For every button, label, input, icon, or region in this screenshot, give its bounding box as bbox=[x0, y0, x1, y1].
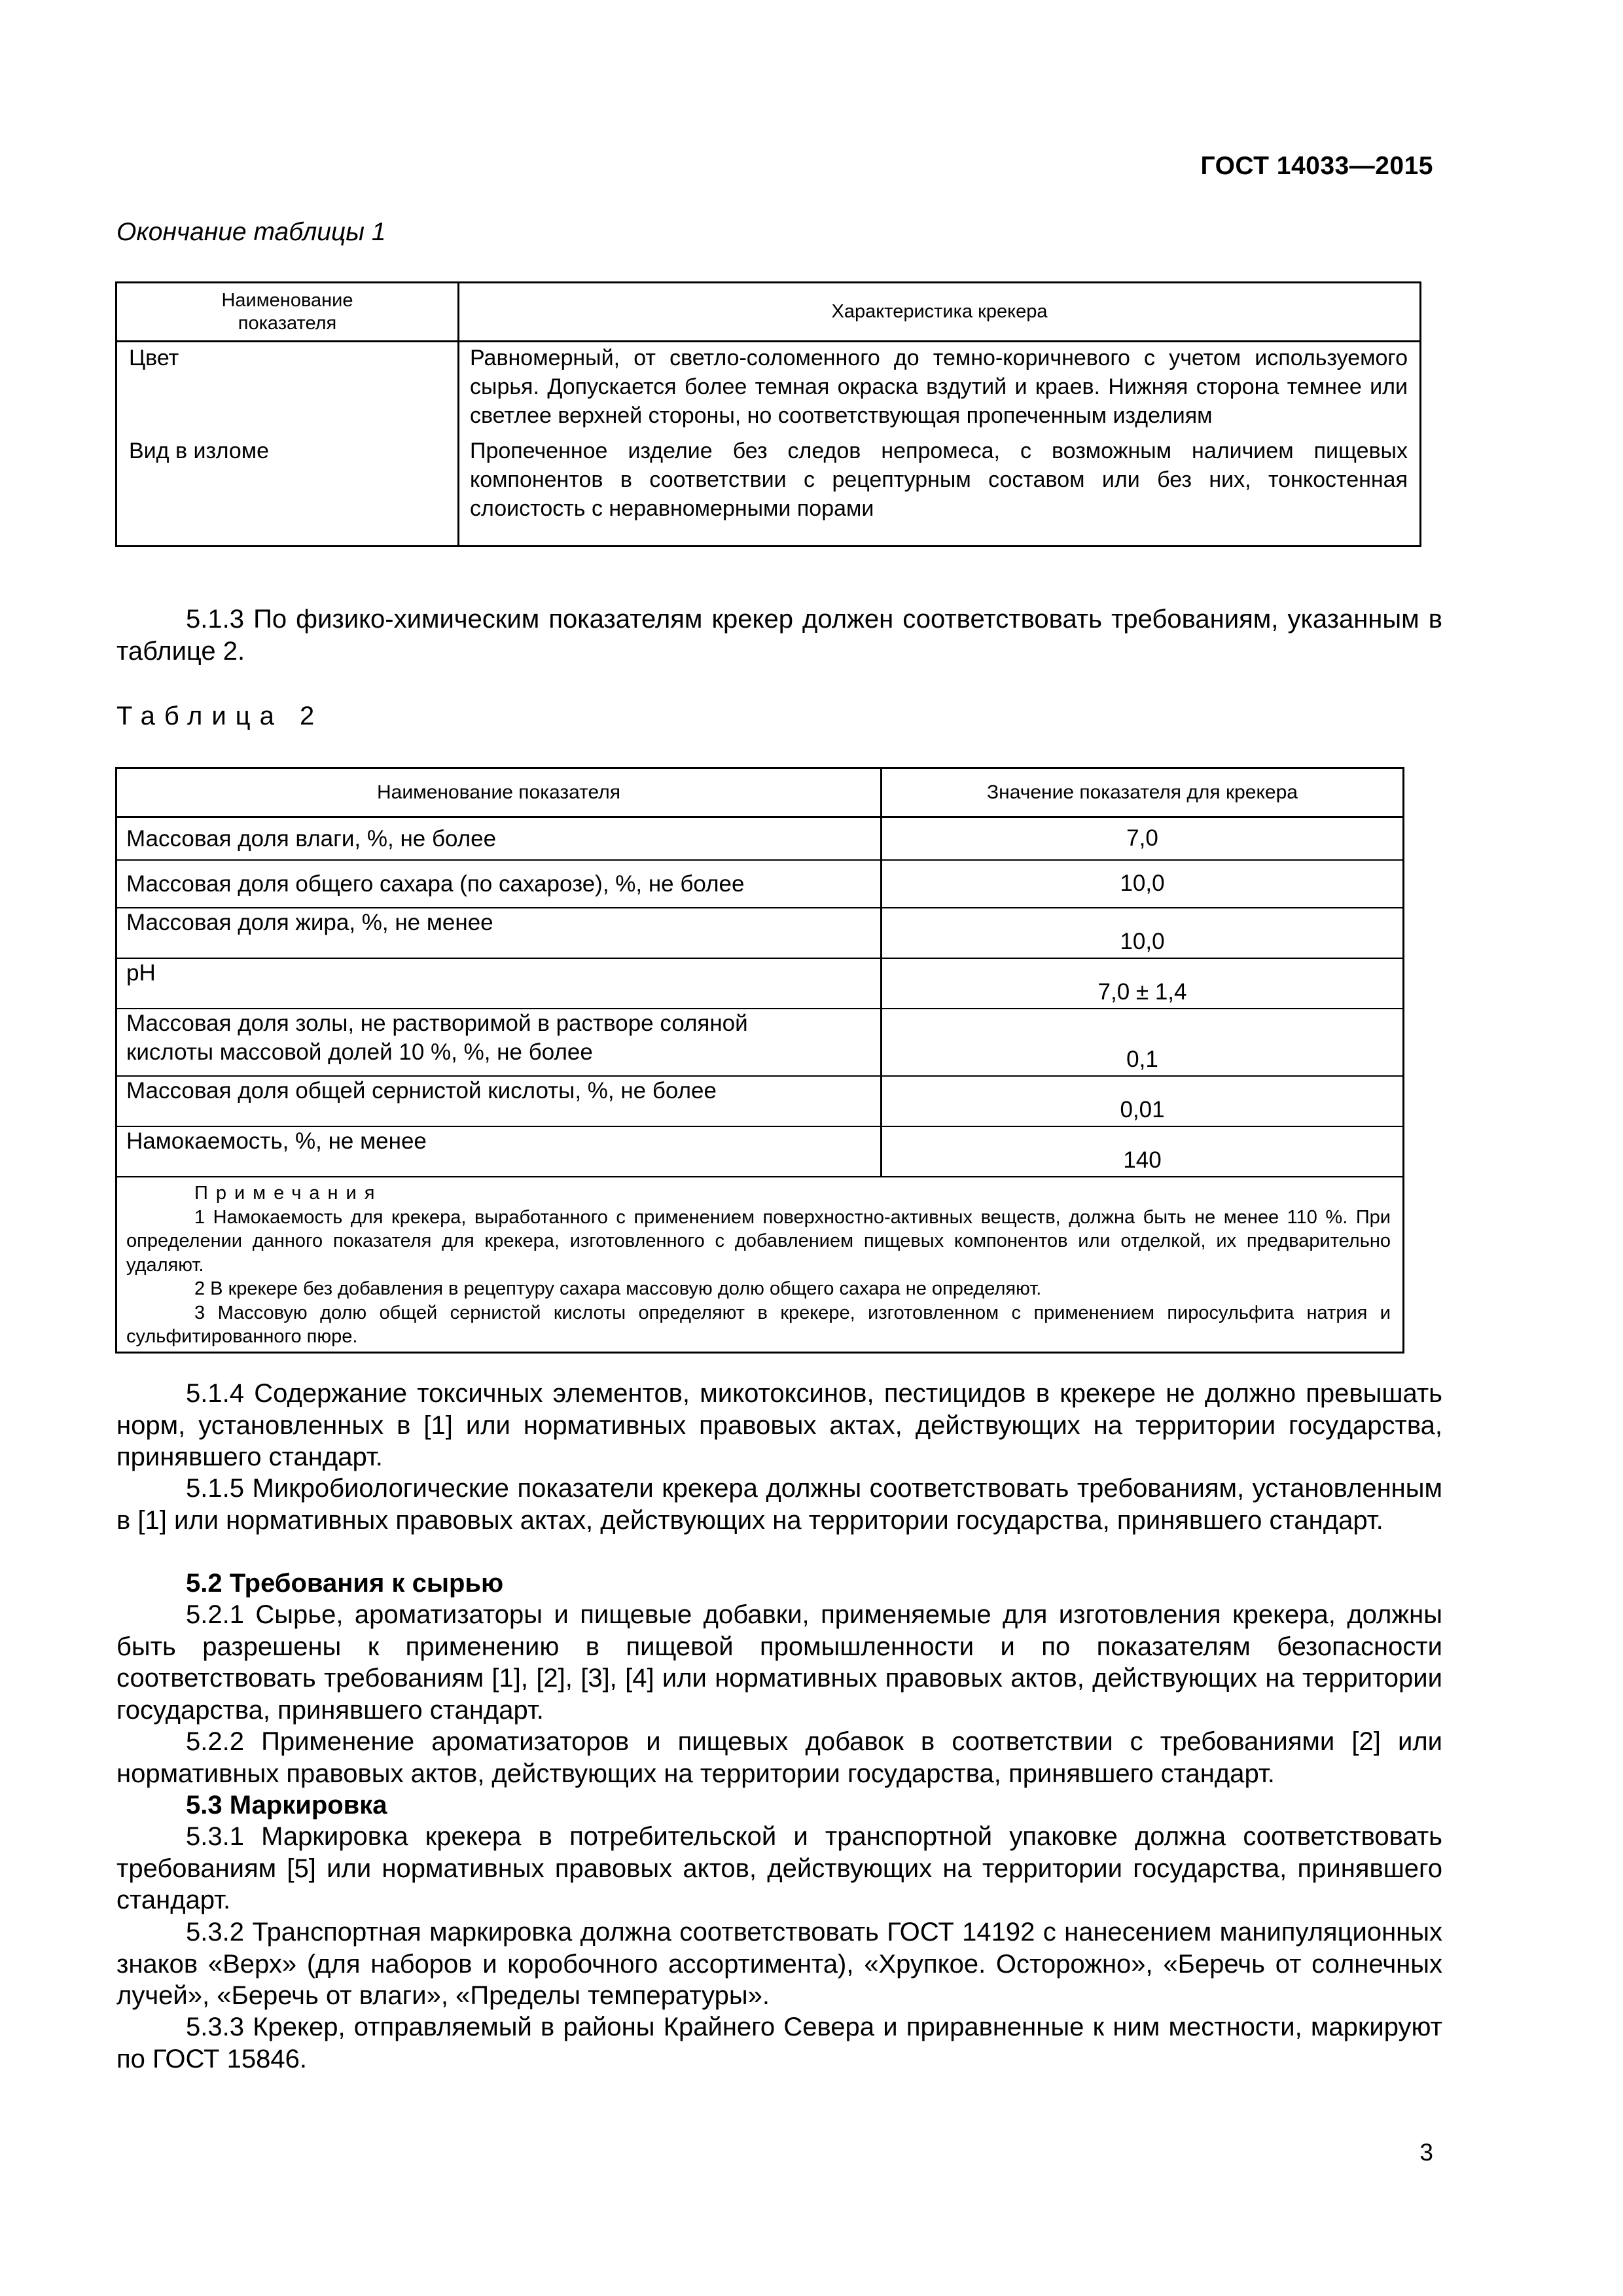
note-item: 1 Намокаемость для крекера, выработанного с применением поверхностно-активных веществ, должна быть не менее 110 %. При определении данного показателя для крекера, изготовленного с добавлением пищевых компонентов или отделкой, их предварительно удаляют. bbox=[126, 1206, 1391, 1276]
table2-row-value: 10,0 bbox=[882, 860, 1404, 908]
table2-row-value: 0,01 bbox=[882, 1076, 1404, 1126]
table2-label: Таблица 2 bbox=[116, 702, 324, 730]
table2-row-name: pH bbox=[116, 958, 882, 1009]
table1-continuation-label: Окончание таблицы 1 bbox=[116, 218, 386, 246]
paragraph-5-1-3: 5.1.3 По физико-химическим показателям крекер должен соответствовать требованиям, указанным в таблице 2. bbox=[116, 605, 1442, 666]
table2-row-name: Массовая доля жира, %, не менее bbox=[116, 908, 882, 958]
table-row bbox=[116, 908, 1404, 958]
notes-title: Примечания bbox=[194, 1183, 383, 1204]
table1-header-characteristic: Характеристика крекера bbox=[459, 283, 1421, 342]
table2-row-name: Намокаемость, %, не менее bbox=[116, 1126, 882, 1177]
table2-notes-row bbox=[116, 1177, 1404, 1352]
table1-row-value: Равномерный, от светло-соломенного до темно-коричневого с учетом используемого сырья. Допускается более темная окраска вздутий и краев. Нижняя сторона темнее или светлее верхней стороны, но соответствующая пропеченным изделиям bbox=[470, 346, 1408, 428]
table-row bbox=[116, 1076, 1404, 1126]
paragraph-5-3-2: 5.3.2 Транспортная маркировка должна соответствовать ГОСТ 14192 с нанесением манипуляционных знаков «Верх» (для наборов и коробочного ассортимента), «Хрупкое. Осторожно», «Беречь от солнечных лучей», «Беречь от влаги», «Пределы температуры». bbox=[116, 1918, 1442, 2010]
paragraph-5-1-5: 5.1.5 Микробиологические показатели крекера должны соответствовать требованиям, установленным в [1] или нормативных правовых актах, действующих на территории государства, принявшего стандарт. bbox=[116, 1474, 1442, 1535]
table2-row-name: Массовая доля общей сернистой кислоты, %, не более bbox=[116, 1076, 882, 1126]
table2-row-value: 7,0 ± 1,4 bbox=[882, 958, 1404, 1009]
table1-row-name: Цвет bbox=[116, 342, 459, 437]
paragraph-5-2-1: 5.2.1 Сырье, ароматизаторы и пищевые добавки, применяемые для изготовления крекера, должны быть разрешены к применению в пищевой промышленности и по показателям безопасности соответствовать требованиям [1], [2], [3], [4] или нормативных правовых актов, действующих на территории государства, принявшего стандарт. bbox=[116, 1600, 1442, 1725]
table-row bbox=[116, 860, 1404, 908]
table2-header-row bbox=[116, 768, 1404, 817]
table2-row-value: 0,1 bbox=[882, 1009, 1404, 1076]
table2 bbox=[115, 767, 1404, 1354]
table-row bbox=[116, 1126, 1404, 1177]
table-row bbox=[116, 1009, 1404, 1076]
note-item: 2 В крекере без добавления в рецептуру сахара массовую долю общего сахара не определяют. bbox=[194, 1278, 1042, 1299]
table1-header-name-text: Наименование показателя bbox=[221, 289, 353, 334]
section-heading-5-3: 5.3 Маркировка bbox=[186, 1791, 387, 1820]
table2-row-name-text: Массовая доля золы, не растворимой в растворе соляной кислоты массовой долей 10 %, %, не более bbox=[126, 1011, 748, 1065]
table2-row-value: 10,0 bbox=[882, 908, 1404, 958]
page-number: 3 bbox=[1419, 2139, 1433, 2166]
document-code: ГОСТ 14033—2015 bbox=[1200, 152, 1433, 180]
table-row bbox=[116, 342, 1421, 437]
table1 bbox=[115, 281, 1421, 547]
table2-row-name: Массовая доля общего сахара (по сахарозе), %, не более bbox=[116, 860, 882, 908]
table1-header-name bbox=[116, 283, 459, 342]
table-row bbox=[116, 958, 1404, 1009]
table-row bbox=[116, 817, 1404, 861]
table1-header-row bbox=[116, 283, 1421, 342]
note-item: 3 Массовую долю общей сернистой кислоты определяют в крекере, изготовленном с применением пиросульфита натрия и сульфитированного пюре. bbox=[126, 1302, 1391, 1347]
table-row bbox=[116, 437, 1421, 547]
table1-row-value: Пропеченное изделие без следов непромеса, с возможным наличием пищевых компонентов в соответствии с рецептурным составом или без них, тонкостенная слоистость с неравномерными порами bbox=[470, 439, 1408, 521]
table2-header-name: Наименование показателя bbox=[116, 768, 882, 817]
paragraph-5-3-1: 5.3.1 Маркировка крекера в потребительской и транспортной упаковке должна соответствовать требованиям [5] или нормативных правовых актов, действующих на территории государства, принявшего стандарт. bbox=[116, 1822, 1442, 1914]
table1-row-name: Вид в изломе bbox=[116, 437, 459, 547]
table2-notes bbox=[116, 1177, 1404, 1352]
paragraph-5-1-4: 5.1.4 Содержание токсичных элементов, микотоксинов, пестицидов в крекере не должно превышать норм, установленных в [1] или нормативных правовых актах, действующих на территории государства, принявшего стандарт. bbox=[116, 1379, 1442, 1471]
table2-header-value: Значение показателя для крекера bbox=[882, 768, 1404, 817]
section-heading-5-2: 5.2 Требования к сырью bbox=[186, 1569, 504, 1598]
table2-row-name bbox=[116, 1009, 882, 1076]
table2-row-name: Массовая доля влаги, %, не более bbox=[116, 817, 882, 861]
table2-row-value: 140 bbox=[882, 1126, 1404, 1177]
paragraph-5-3-3: 5.3.3 Крекер, отправляемый в районы Крайнего Севера и приравненные к ним местности, маркируют по ГОСТ 15846. bbox=[116, 2013, 1442, 2073]
table2-row-value: 7,0 bbox=[882, 817, 1404, 861]
paragraph-5-2-2: 5.2.2 Применение ароматизаторов и пищевых добавок в соответствии с требованиями [2] или нормативных правовых актов, действующих на территории государства, принявшего стандарт. bbox=[116, 1727, 1442, 1788]
